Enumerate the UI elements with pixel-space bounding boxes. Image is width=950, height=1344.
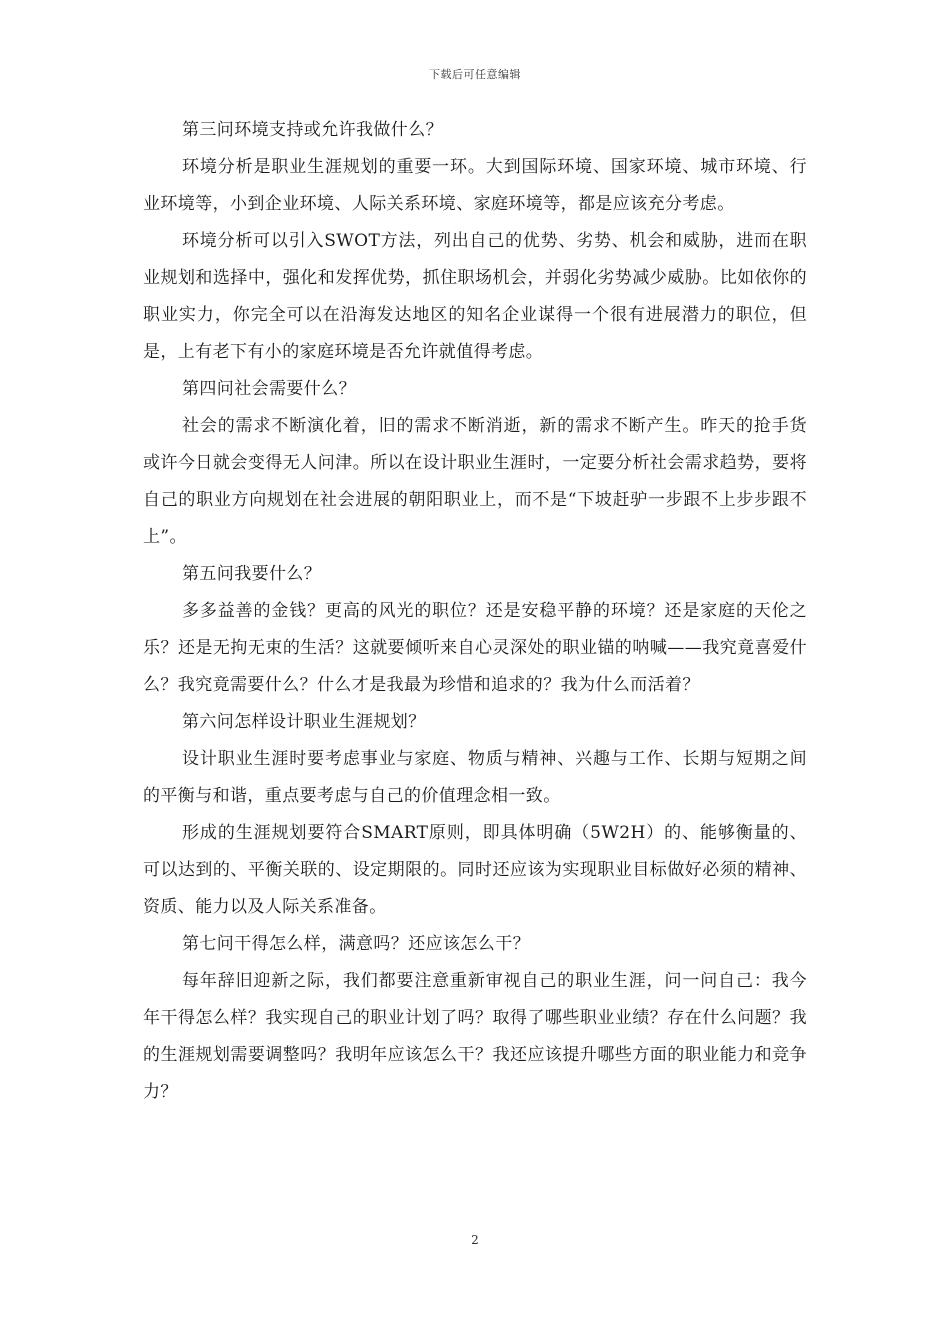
paragraph-smart: 形成的生涯规划要符合SMART原则，即具体明确（5W2H）的、能够衡量的、可以达到的、平衡关联的、设定期限的。同时还应该为实现职业目标做好必须的精神、资质、能力以及人际关系准备。	[143, 823, 807, 917]
paragraph-what-i-want: 多多益善的金钱？更高的风光的职位？还是安稳平静的环境？还是家庭的天伦之乐？还是无拘无束的生活？这就要倾听来自心灵深处的职业锚的呐喊——我究竟喜爱什么？我究竟需要什么？什么才是我最为珍惜和追求的？我为什么而活着？	[143, 601, 807, 695]
paragraph-social-demand: 社会的需求不断演化着，旧的需求不断消逝，新的需求不断产生。昨天的抢手货或许今日就会变得无人问津。所以在设计职业生涯时，一定要分析社会需求趋势，要将自己的职业方向规划在社会进展的朝阳职业上，而不是“下坡赶驴一步跟不上步步跟不上”。	[143, 416, 807, 547]
paragraph-swot: 环境分析可以引入SWOT方法，列出自己的优势、劣势、机会和威胁，进而在职业规划和选择中，强化和发挥优势，抓住职场机会，并弱化劣势减少威胁。比如依你的职业实力，你完全可以在沿海发达地区的知名企业谋得一个很有进展潜力的职位，但是，上有老下有小的家庭环境是否允许就值得考虑。	[143, 231, 807, 362]
heading-question-6: 第六问怎样设计职业生涯规划？	[182, 712, 426, 732]
document-body	[143, 112, 807, 1111]
heading-question-5: 第五问我要什么？	[182, 564, 322, 584]
heading-question-7: 第七问干得怎么样，满意吗？还应该怎么干？	[182, 934, 530, 954]
paragraph-annual-review: 每年辞旧迎新之际，我们都要注意重新审视自己的职业生涯，问一问自己：我今年干得怎么样？我实现自己的职业计划了吗？取得了哪些职业业绩？存在什么问题？我的生涯规划需要调整吗？我明年应该怎么干？我还应该提升哪些方面的职业能力和竞争力？	[143, 971, 807, 1102]
page-header: 下载后可任意编辑	[429, 68, 521, 81]
heading-question-3: 第三问环境支持或允许我做什么？	[182, 120, 443, 140]
heading-question-4: 第四问社会需要什么？	[182, 379, 356, 399]
paragraph-design-balance: 设计职业生涯时要考虑事业与家庭、物质与精神、兴趣与工作、长期与短期之间的平衡与和谐，重点要考虑与自己的价值理念相一致。	[143, 749, 807, 806]
page-number: 2	[471, 1233, 479, 1247]
paragraph-environment-analysis: 环境分析是职业生涯规划的重要一环。大到国际环境、国家环境、城市环境、行业环境等，小到企业环境、人际关系环境、家庭环境等，都是应该充分考虑。	[143, 157, 807, 214]
